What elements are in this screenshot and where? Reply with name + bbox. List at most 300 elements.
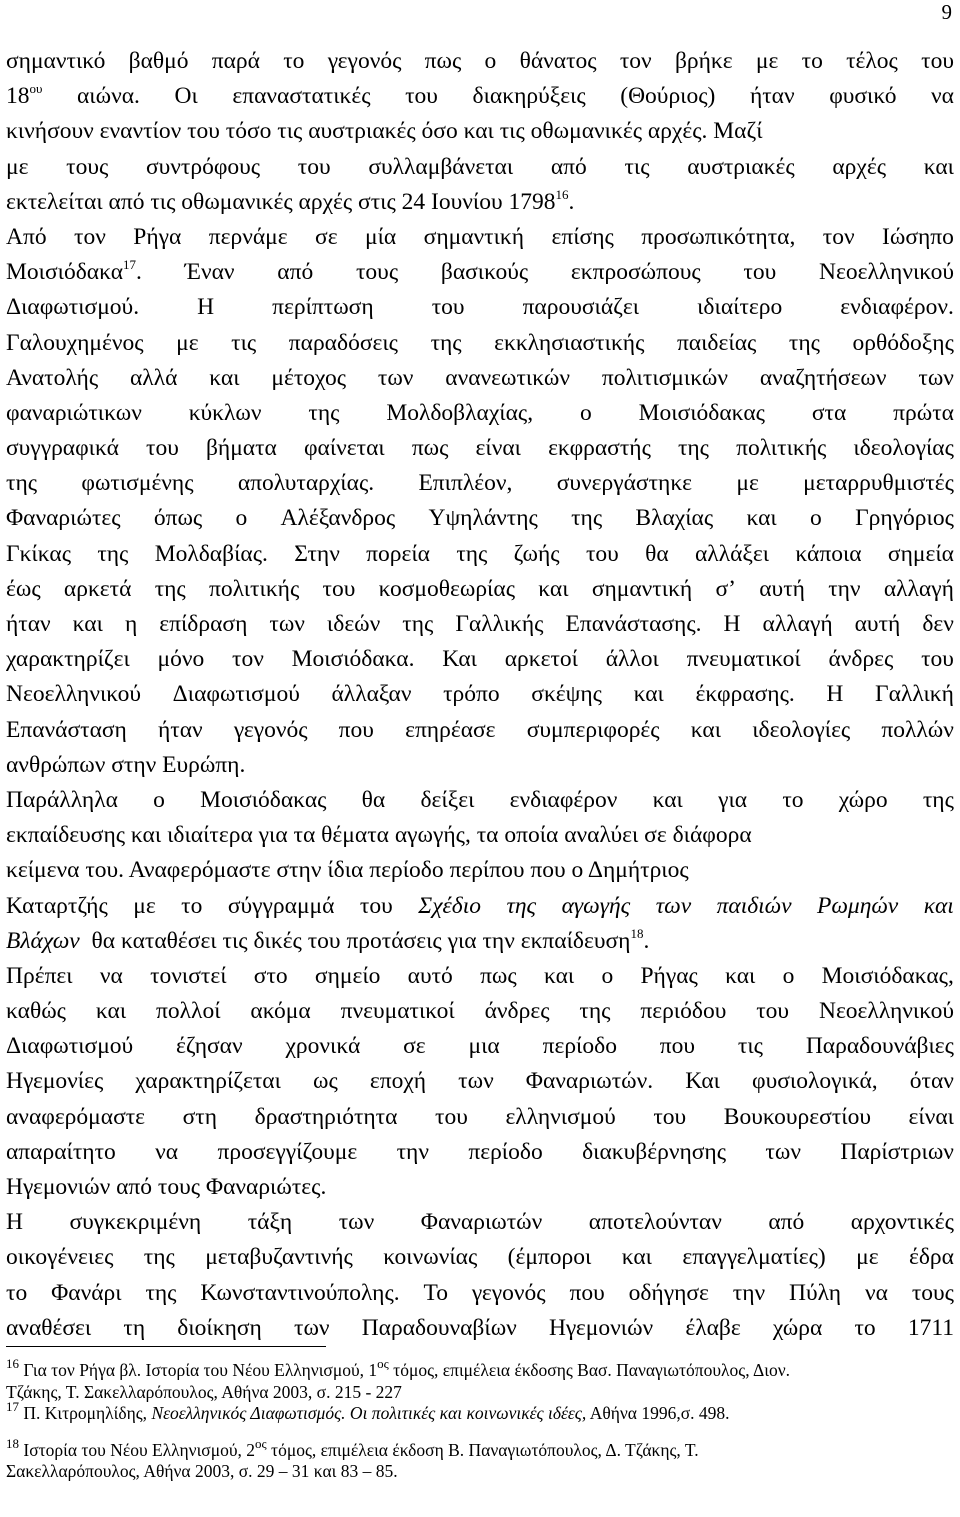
word: συνεργάστηκε (556, 470, 693, 497)
word: Επανάσταση (6, 716, 127, 743)
word: Φαναριώτες (6, 505, 121, 532)
text-run: Ιστορία του Νέου Ελληνισμού, 2 (19, 1439, 256, 1460)
word: μεταρρυθμιστές (803, 470, 954, 497)
word: σκέψης (531, 681, 602, 708)
word: αναφερόμαστε (6, 1103, 146, 1130)
word: περίοδο (542, 1033, 617, 1060)
word: χώρα (772, 1314, 823, 1341)
text-run: Για τον Ρήγα βλ. Ιστορία του Νέου Ελληνισμού, 1 (19, 1360, 378, 1380)
word: έκφρασης. (695, 681, 795, 708)
word: πως (424, 48, 462, 74)
word: για (718, 786, 748, 813)
word: το (854, 1314, 876, 1341)
word: της (308, 399, 340, 426)
word: συντρόφους (145, 153, 261, 180)
word: συλλαμβάνεται (368, 153, 514, 180)
word: ιδεολογίες (752, 716, 851, 743)
word: την (732, 1279, 766, 1306)
word: οδήγησε (628, 1279, 709, 1306)
word: σύγγραμμά (227, 892, 335, 919)
word: ορθόδοξης (852, 329, 954, 356)
word: των (338, 1209, 375, 1236)
text-line (6, 361, 954, 396)
text-line (6, 1240, 954, 1275)
word: μια (468, 1033, 500, 1060)
text-run: κινήσουν εναντίον του τόσο τις αυστριακές όσο και τις οθωμανικές αρχές. Μαζί (6, 118, 763, 145)
word: Επιπλέον, (418, 470, 513, 497)
word: της (922, 786, 954, 813)
word: έως (6, 575, 41, 602)
word: σημαντικό (6, 48, 106, 74)
word: των (269, 611, 305, 637)
word: εκφραστής (548, 435, 651, 462)
word: τον (232, 646, 264, 673)
text-line (6, 889, 954, 924)
word: να (99, 962, 123, 989)
word: ζωής (513, 540, 560, 567)
word: τις (737, 1033, 763, 1060)
word: Έναν (184, 259, 235, 286)
word: Βουκουρεστίου (723, 1103, 871, 1130)
word: Παράλληλα (6, 786, 118, 813)
word: της (506, 892, 537, 919)
word: του (359, 892, 393, 919)
word: Μοισιόδακα$^{17}$. (6, 257, 142, 286)
text-run: Σακελλαρόπουλος, Αθήνα 2003, σ. 29 – 31 και 83 – 85. (6, 1461, 398, 1481)
word: Ηγεμονίες (6, 1068, 104, 1095)
word: Μοισιόδακας, (821, 962, 954, 989)
word: Το (423, 1279, 449, 1306)
text-run: εκτελείται από τις οθωμανικές αρχές στις 24 Ιουνίου 1798 (6, 188, 556, 215)
word: σε (315, 223, 338, 250)
word: τον (822, 223, 855, 250)
text-line (6, 501, 954, 536)
word: μεταβυζαντινής (205, 1244, 353, 1271)
text-line (6, 677, 954, 712)
word: Καταρτζής (6, 892, 108, 919)
page-number: 9 (941, 0, 952, 24)
word: παραδόσεις (288, 329, 398, 356)
word: Φαναριωτών (420, 1209, 543, 1236)
word: Σχέδιο (418, 892, 482, 919)
word: το (6, 1279, 28, 1306)
word: όπως (153, 505, 203, 532)
text-run: εκπαίδευσης και ιδιαίτερα για τα θέματα αγωγής, τα οποία αναλύει σε διάφορα (6, 822, 752, 849)
word: χώρο (838, 786, 888, 813)
word: βρήκε (674, 48, 733, 74)
word: Διαφωτισμού (6, 1033, 134, 1060)
word: με (755, 48, 779, 74)
text-line (6, 853, 954, 888)
word: όταν (909, 1068, 954, 1095)
italic-text: Βλάχων (6, 927, 80, 954)
word: της (571, 505, 603, 532)
superscript: ος (377, 1356, 389, 1372)
word: του (921, 646, 954, 673)
word: κύκλων (188, 399, 262, 426)
word: εκκλησιαστικής (494, 329, 645, 356)
word: θάνατος (519, 48, 597, 74)
word: Φανάρι (51, 1279, 122, 1306)
word: της (6, 470, 38, 497)
word: το (801, 48, 823, 74)
superscript: 16 (555, 186, 569, 202)
word: της (145, 1279, 177, 1306)
word: Μοισιόδακας (200, 786, 327, 813)
word: των (294, 1314, 330, 1341)
word: ο (782, 962, 795, 989)
word: την (828, 575, 861, 602)
footnote-line (6, 1435, 954, 1462)
word: προσωπικότητα, (641, 223, 796, 250)
word: του (297, 153, 331, 180)
text-run: Τζάκης, Τ. Σακελλαρόπουλος, Αθήνα 2003, σ. 215 - 227 (6, 1381, 402, 1402)
word: Η (6, 1209, 23, 1236)
word: Η (197, 294, 215, 321)
word: άνδρες (484, 998, 550, 1025)
word: Παρίστριων (840, 1138, 954, 1165)
word: πολλών (881, 716, 954, 743)
word: του (921, 48, 954, 74)
word: βαθμό (128, 48, 189, 74)
word: δεν (922, 611, 954, 637)
word: του (405, 83, 438, 110)
word: Διαφωτισμού (172, 681, 300, 708)
word: Και (442, 646, 477, 673)
text-line (6, 959, 954, 994)
word: του (431, 294, 465, 321)
word: σημεία (887, 540, 954, 567)
text-run: κείμενα του. Αναφερόμαστε στην ίδια περίοδο περίπου που ο Δημήτριος (6, 857, 689, 884)
superscript: 17 (6, 1399, 19, 1415)
word: Η (723, 611, 741, 637)
word: Επανάστασης. (565, 611, 702, 637)
word: αλλά (130, 364, 178, 391)
text-run: Αθήνα 1996,σ. 498. (586, 1403, 730, 1423)
word: ιδεολογίας (853, 435, 954, 462)
superscript: ος (255, 1435, 267, 1451)
word: περνάμε (208, 223, 288, 250)
word: κοινωνίας (383, 1244, 478, 1271)
word: ανανεωτικών (445, 364, 570, 391)
text-line (6, 150, 954, 185)
word: και (746, 505, 777, 532)
word: φαναριώτικων (6, 399, 142, 426)
word: είναι (475, 435, 521, 462)
word: Παραδουναβίων (361, 1314, 517, 1341)
word: γεγονός (327, 48, 402, 74)
word: των (918, 364, 954, 391)
word: Στην (294, 540, 340, 567)
word: σημαντική (423, 223, 525, 250)
word: Νεοελληνικού (818, 998, 954, 1025)
text-run: . (643, 927, 650, 954)
text-line (6, 783, 954, 818)
word: Κωνσταντινούπολης. (200, 1279, 400, 1306)
word: στο (253, 962, 288, 989)
word: ενδιαφέρον. (840, 294, 954, 321)
word: Γκίκας (6, 540, 72, 567)
word: ενδιαφέρον (509, 786, 618, 813)
word: και (923, 892, 954, 919)
word: βήματα (205, 435, 277, 462)
text-line (6, 431, 954, 466)
footnotes (6, 1356, 954, 1483)
word: παρά (211, 48, 260, 74)
word: και (543, 962, 575, 989)
text-line (6, 713, 954, 748)
word: και (209, 364, 240, 391)
text-run: ανθρώπων στην Ευρώπη. (6, 751, 246, 778)
word: άλλοι (605, 646, 659, 673)
word: πολιτισμικών (601, 364, 728, 391)
word: παιδείας (676, 329, 757, 356)
word: προσεγγίζουμε (217, 1138, 358, 1165)
word: έζησαν (176, 1033, 243, 1060)
text-line (6, 748, 954, 783)
footnote-line (6, 1399, 954, 1425)
superscript: ου (29, 81, 43, 97)
word: επηρέασε (405, 716, 496, 743)
word: με (736, 470, 759, 497)
word: τις (231, 329, 257, 356)
text-line (6, 994, 954, 1029)
word: παιδιών (716, 892, 792, 919)
word: και (652, 786, 683, 813)
word: διοίκηση (177, 1314, 262, 1341)
text-line (6, 1064, 954, 1099)
word: Πρέπει (6, 962, 73, 989)
word: να (931, 83, 954, 110)
word: επαγγελματίες) (682, 1244, 826, 1271)
footnote-line (6, 1461, 954, 1483)
word: περίοδο (468, 1138, 543, 1165)
word: τους (911, 1279, 954, 1306)
word: το (181, 892, 203, 919)
word: χρονικά (285, 1033, 361, 1060)
word: από (550, 153, 587, 180)
word: Μοισιόδακας (638, 399, 765, 426)
word: αυστριακές (687, 153, 795, 180)
word: αρκετοί (504, 646, 578, 673)
text-line (6, 290, 954, 325)
word: αλλαγή (883, 575, 954, 602)
word: Ρήγα (133, 223, 182, 250)
word: αυτή (759, 575, 805, 602)
footnote-separator (6, 1346, 326, 1347)
word: την (396, 1138, 429, 1165)
word: μέτοχος (271, 364, 347, 391)
word: τον (74, 223, 106, 250)
text-line (6, 1170, 954, 1205)
word: κάποια (795, 540, 862, 567)
word: της (154, 575, 186, 602)
word: με (856, 1244, 879, 1271)
word: φωτισμένης (81, 470, 194, 497)
word: συγκεκριμένη (69, 1209, 202, 1236)
word: μία (365, 223, 397, 250)
word: του (146, 435, 179, 462)
word: απολυταρχίας. (237, 470, 375, 497)
word: Παραδουνάβιες (805, 1033, 954, 1060)
word: σ’ (715, 575, 736, 602)
word: και (633, 681, 664, 708)
word: Αλέξανδρος (280, 505, 396, 532)
word: των (458, 1068, 494, 1095)
word: θα (645, 540, 669, 567)
word: της (456, 540, 488, 567)
word: ιδεών (326, 611, 381, 637)
word: της (143, 1244, 175, 1271)
word: και (538, 575, 569, 602)
word: πως (480, 962, 517, 989)
word: του (435, 1103, 468, 1130)
word: πνευματικοί (340, 998, 455, 1025)
word: του (585, 540, 619, 567)
word: Από (6, 223, 47, 250)
italic-text: Νεοελληνικός Διαφωτισμός. Οι πολιτικές και κοινωνικές ιδέες, (151, 1403, 587, 1423)
word: (έμποροι (507, 1244, 592, 1271)
word: Ιώσηπο (882, 223, 954, 250)
word: αρχές (832, 153, 887, 180)
word: και (690, 716, 722, 743)
word: σημαντική (591, 575, 693, 602)
word: αναζητήσεων (759, 364, 887, 391)
word: καθώς (6, 998, 66, 1025)
word: ο (601, 962, 614, 989)
word: Πύλη (789, 1279, 842, 1306)
word: αγωγής (561, 892, 631, 919)
footnote-line (6, 1382, 954, 1404)
word: του (743, 259, 777, 286)
word: φυσικό (829, 83, 897, 110)
word: αλλάξει (694, 540, 770, 567)
word: Μοισιόδακα. (291, 646, 415, 673)
word: των (377, 364, 414, 391)
word: από (768, 1209, 805, 1236)
superscript: 18 (630, 925, 644, 941)
word: Νεοελληνικού (819, 259, 954, 286)
superscript: 18 (6, 1435, 19, 1451)
word: $18^{o\upsilon}$ (6, 81, 43, 110)
text-run: Ηγεμονιών από τους Φαναριώτες. (6, 1174, 327, 1200)
word: των (655, 892, 692, 919)
word: Γαλλική (875, 681, 954, 708)
text-line (6, 220, 954, 255)
word: και (923, 153, 954, 180)
word: διακηρύξεις (472, 83, 586, 110)
word: έλαβε (685, 1314, 741, 1341)
word: και (72, 611, 103, 637)
word: και (725, 962, 756, 989)
word: Ρωμηών (816, 892, 899, 919)
word: αρκετά (63, 575, 132, 602)
word: χαρακτηρίζει (6, 646, 130, 673)
text-line (6, 396, 954, 431)
text-line (6, 1311, 954, 1346)
text-line (6, 1205, 954, 1240)
word: διακυβέρνησης (582, 1138, 727, 1165)
word: Ανατολής (6, 364, 99, 391)
word: σημείο (314, 962, 381, 989)
word: τους (66, 153, 109, 180)
text-line (6, 1100, 954, 1135)
word: που (659, 1033, 696, 1060)
text-run: τόμος, επιμέλεια έκδοσης Βασ. Παναγιωτόπουλος, Διον. (388, 1360, 790, 1380)
word: αυτή (854, 611, 901, 637)
word: και (95, 998, 127, 1025)
word: ήταν (749, 83, 795, 110)
text-line (6, 642, 954, 677)
word: Μολδοβλαχίας, (386, 399, 534, 426)
word: της (677, 435, 709, 462)
word: ο (579, 399, 592, 426)
word: Γαλουχημένος (6, 329, 144, 356)
word: να (864, 1279, 888, 1306)
word: φυσιολογικά, (752, 1068, 878, 1095)
word: ιδιαίτερο (697, 294, 783, 321)
text-line (6, 818, 954, 853)
word: αναθέσει (6, 1314, 92, 1341)
word: 1711 (907, 1314, 954, 1341)
word: πως (411, 435, 449, 462)
text-line (6, 537, 954, 572)
text-line (6, 255, 954, 290)
word: στα (811, 399, 847, 426)
word: πρώτα (893, 399, 954, 426)
text-line (6, 185, 954, 220)
word: θα (361, 786, 386, 813)
text-line (6, 466, 954, 501)
word: που (338, 716, 374, 743)
text-line (6, 114, 954, 149)
text-run: θα καταθέσει τις δικές του προτάσεις για την εκπαίδευση (79, 927, 631, 954)
word: η (124, 611, 138, 637)
word: επίδραση (159, 611, 248, 637)
word: εποχή (369, 1068, 427, 1095)
word: με (176, 329, 199, 356)
text-line (6, 924, 954, 959)
word: γεγονός (233, 716, 308, 743)
text-line (6, 1135, 954, 1170)
word: περιόδου (640, 998, 727, 1025)
superscript: 16 (6, 1356, 19, 1372)
word: δραστηριότητα (254, 1103, 398, 1130)
text-run: . (568, 188, 575, 215)
word: περίπτωση (272, 294, 374, 321)
word: της (402, 611, 434, 637)
word: έδρα (908, 1244, 954, 1271)
word: επαναστατικές (232, 83, 371, 110)
word: Διαφωτισμού. (6, 294, 140, 321)
word: Μολδαβίας. (154, 540, 268, 567)
word: Φαναριωτών. (525, 1068, 654, 1095)
word: αιώνα. (77, 83, 140, 110)
word: συγγραφικά (6, 435, 119, 462)
word: της (97, 540, 129, 567)
word: οικογένειες (6, 1244, 114, 1271)
text-line (6, 326, 954, 361)
word: παρουσιάζει (522, 294, 640, 321)
word: Η (826, 681, 844, 708)
word: τονιστεί (150, 962, 227, 989)
word: που (569, 1279, 605, 1306)
word: άνδρες (828, 646, 894, 673)
footnote-line (6, 1356, 954, 1382)
word: είναι (908, 1103, 954, 1130)
word: ο (235, 505, 248, 532)
word: συμπεριφορές (526, 716, 660, 743)
